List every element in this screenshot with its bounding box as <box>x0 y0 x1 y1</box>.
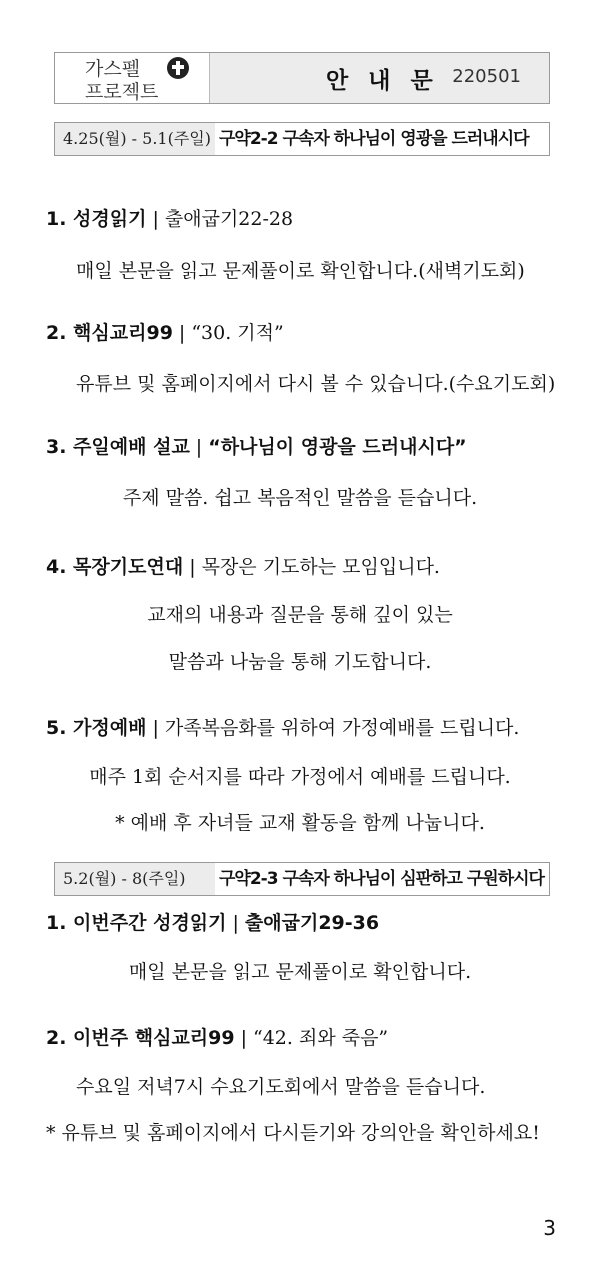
separator: | <box>178 322 186 344</box>
item-label: 3. 주일예배 설교 <box>46 436 190 458</box>
item-label: 1. 성경읽기 <box>46 208 147 230</box>
item-5-desc-line1: 매주 1회 순서지를 따라 가정에서 예배를 드립니다. <box>89 766 511 788</box>
item-2-desc: 유튜브 및 홈페이지에서 다시 볼 수 있습니다.(수요기도회) <box>76 373 556 395</box>
item-5-heading <box>46 713 519 740</box>
item-label: 5. 가정예배 <box>46 717 147 739</box>
item-value: 목장은 기도하는 모임입니다. <box>201 556 440 578</box>
item-value: 출애굽기22-28 <box>164 208 294 230</box>
item-1-heading <box>46 204 293 231</box>
week-2-item-1-desc: 매일 본문을 읽고 문제풀이로 확인합니다. <box>128 961 472 983</box>
item-4-desc-line2: 말씀과 나눔을 통해 기도합니다. <box>168 651 432 673</box>
cross-icon <box>167 57 189 79</box>
item-label: 2. 이번주 핵심교리99 <box>46 1027 235 1049</box>
week-2-item-2-desc: 수요일 저녁7시 수요기도회에서 말씀을 듣습니다. <box>76 1076 486 1098</box>
item-3-heading <box>46 432 467 459</box>
gospel-project-logo <box>55 53 210 103</box>
item-label: 1. 이번주간 성경읽기 <box>46 912 227 934</box>
week-1-date: 4.25(월) - 5.1(주일) <box>55 123 215 155</box>
page-title: 안 내 문 <box>326 68 439 94</box>
date-code: 220501 <box>452 66 521 87</box>
item-label: 4. 목장기도연대 <box>46 556 184 578</box>
item-4-desc-line1: 교재의 내용과 질문을 통해 깊이 있는 <box>147 604 453 626</box>
item-value: “42. 죄와 죽음” <box>253 1027 389 1049</box>
title-area <box>210 53 549 103</box>
separator: | <box>240 1027 247 1049</box>
separator: | <box>232 912 239 934</box>
logo-text-bottom: 프로젝트 <box>85 81 159 103</box>
separator: | <box>152 717 159 739</box>
document-header <box>54 52 550 104</box>
separator: | <box>189 556 196 578</box>
item-1-desc: 매일 본문을 읽고 문제풀이로 확인합니다.(새벽기도회) <box>76 260 525 282</box>
separator: | <box>195 436 203 458</box>
week-2-title: 구약2-3 구속자 하나님이 심판하고 구원하시다 <box>219 869 544 889</box>
separator: | <box>152 208 159 230</box>
page-number: 3 <box>543 1216 556 1240</box>
week-bar-1 <box>54 122 550 156</box>
item-value: “하나님이 영광을 드러내시다” <box>208 436 467 458</box>
footer-note: * 유튜브 및 홈페이지에서 다시듣기와 강의안을 확인하세요! <box>46 1122 540 1144</box>
item-label: 2. 핵심교리99 <box>46 322 173 344</box>
week-2-date: 5.2(월) - 8(주일) <box>55 863 215 895</box>
item-3-desc: 주제 말씀. 쉽고 복음적인 말씀을 듣습니다. <box>122 487 478 509</box>
item-4-heading <box>46 552 440 579</box>
item-2-heading <box>46 318 284 345</box>
week-2-item-2-heading <box>46 1023 388 1050</box>
logo-text-top: 가스펠 <box>85 58 141 80</box>
week-1-title: 구약2-2 구속자 하나님이 영광을 드러내시다 <box>219 129 529 149</box>
item-value: 출애굽기29-36 <box>244 912 380 934</box>
week-2-item-1-heading <box>46 908 379 935</box>
item-5-desc-line2: * 예배 후 자녀들 교재 활동을 함께 나눕니다. <box>115 812 485 834</box>
item-value: 가족복음화를 위하여 가정예배를 드립니다. <box>164 717 520 739</box>
week-bar-2 <box>54 862 550 896</box>
item-value: “30. 기적” <box>191 322 284 344</box>
